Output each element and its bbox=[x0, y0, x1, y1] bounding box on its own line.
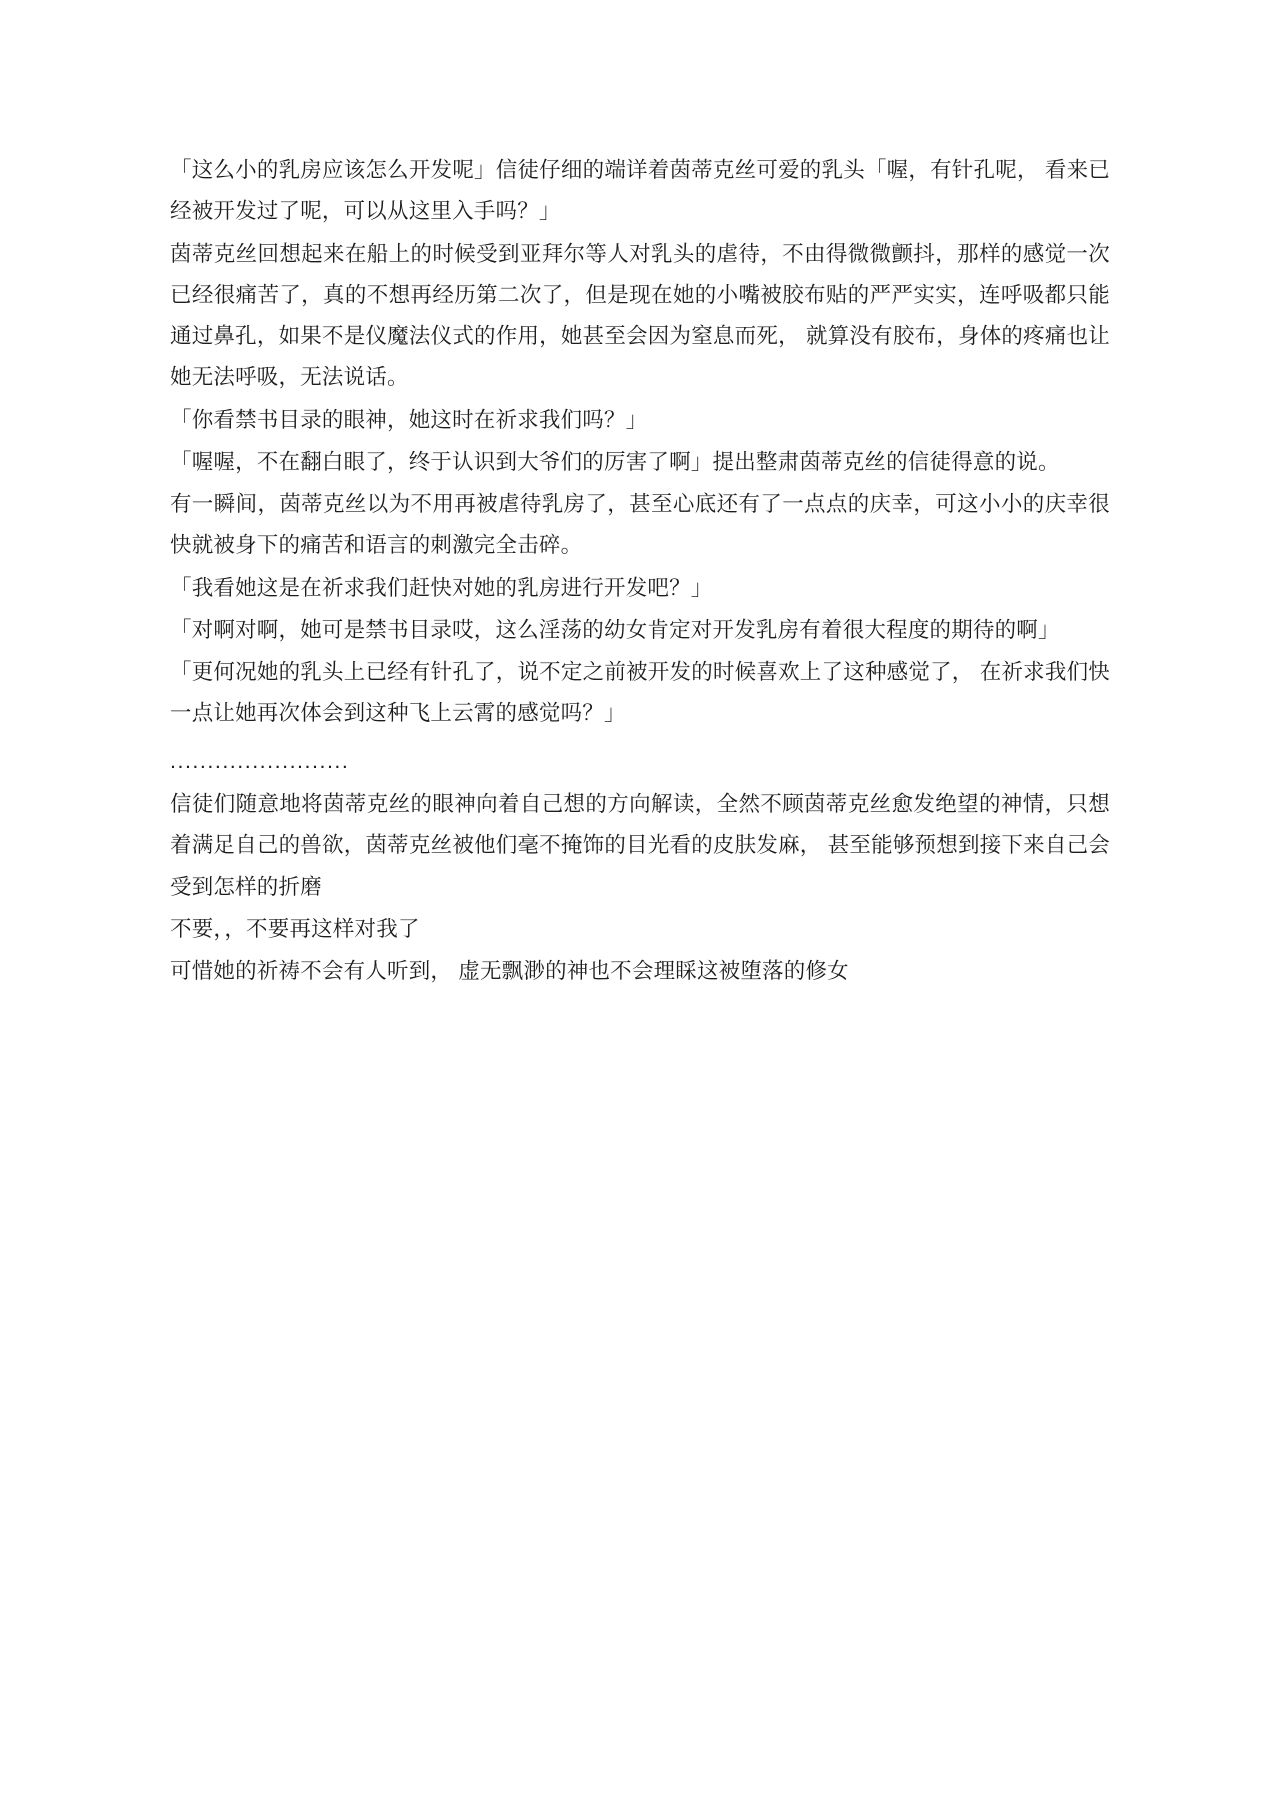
paragraph: 可惜她的祈祷不会有人听到， 虚无飘渺的神也不会理睬这被堕落的修女 bbox=[170, 959, 849, 984]
paragraph: 「更何况她的乳头上已经有针孔了，说不定之前被开发的时候喜欢上了这种感觉了， 在祈求我们快一点让她再次体会到这种飞上云霄的感觉吗？」 bbox=[170, 660, 1110, 726]
paragraph: 茵蒂克丝回想起来在船上的时候受到亚拜尔等人对乳头的虐待，不由得微微颤抖，那样的感觉一次已经很痛苦了，真的不想再经历第二次了，但是现在她的小嘴被胶布贴的严严实实，连呼吸都只能通过鼻孔，如果不是仪魔法仪式的作用，她甚至会因为窒息而死， 就算没有胶布，身体的疼痛也让她无法呼吸，无法说话。 bbox=[170, 241, 1110, 390]
paragraph: 「喔喔，不在翻白眼了，终于认识到大爷们的厉害了啊」提出整肃茵蒂克丝的信徒得意的说。 bbox=[170, 449, 1060, 474]
section-separator: ........................ bbox=[170, 748, 350, 773]
paragraph: 有一瞬间，茵蒂克丝以为不用再被虐待乳房了，甚至心底还有了一点点的庆幸，可这小小的庆幸很快就被身下的痛苦和语言的刺激完全击碎。 bbox=[170, 492, 1110, 558]
paragraph: 「对啊对啊，她可是禁书目录哎，这么淫荡的幼女肯定对开发乳房有着很大程度的期待的啊」 bbox=[170, 617, 1060, 642]
paragraph: 「我看她这是在祈求我们赶快对她的乳房进行开发吧？」 bbox=[170, 575, 713, 600]
paragraph: 「这么小的乳房应该怎么开发呢」信徒仔细的端详着茵蒂克丝可爱的乳头「喔，有针孔呢， 看来已经被开发过了呢，可以从这里入手吗？」 bbox=[170, 158, 1110, 224]
paragraph: 不要，，不要再这样对我了 bbox=[170, 916, 420, 941]
paragraph: 信徒们随意地将茵蒂克丝的眼神向着自己想的方向解读，全然不顾茵蒂克丝愈发绝望的神情，只想着满足自己的兽欲，茵蒂克丝被他们毫不掩饰的目光看的皮肤发麻， 甚至能够预想到接下来自己会受到怎样的折磨 bbox=[170, 791, 1110, 899]
paragraph: 「你看禁书目录的眼神，她这时在祈求我们吗？」 bbox=[170, 407, 648, 432]
document-body bbox=[170, 150, 1110, 992]
